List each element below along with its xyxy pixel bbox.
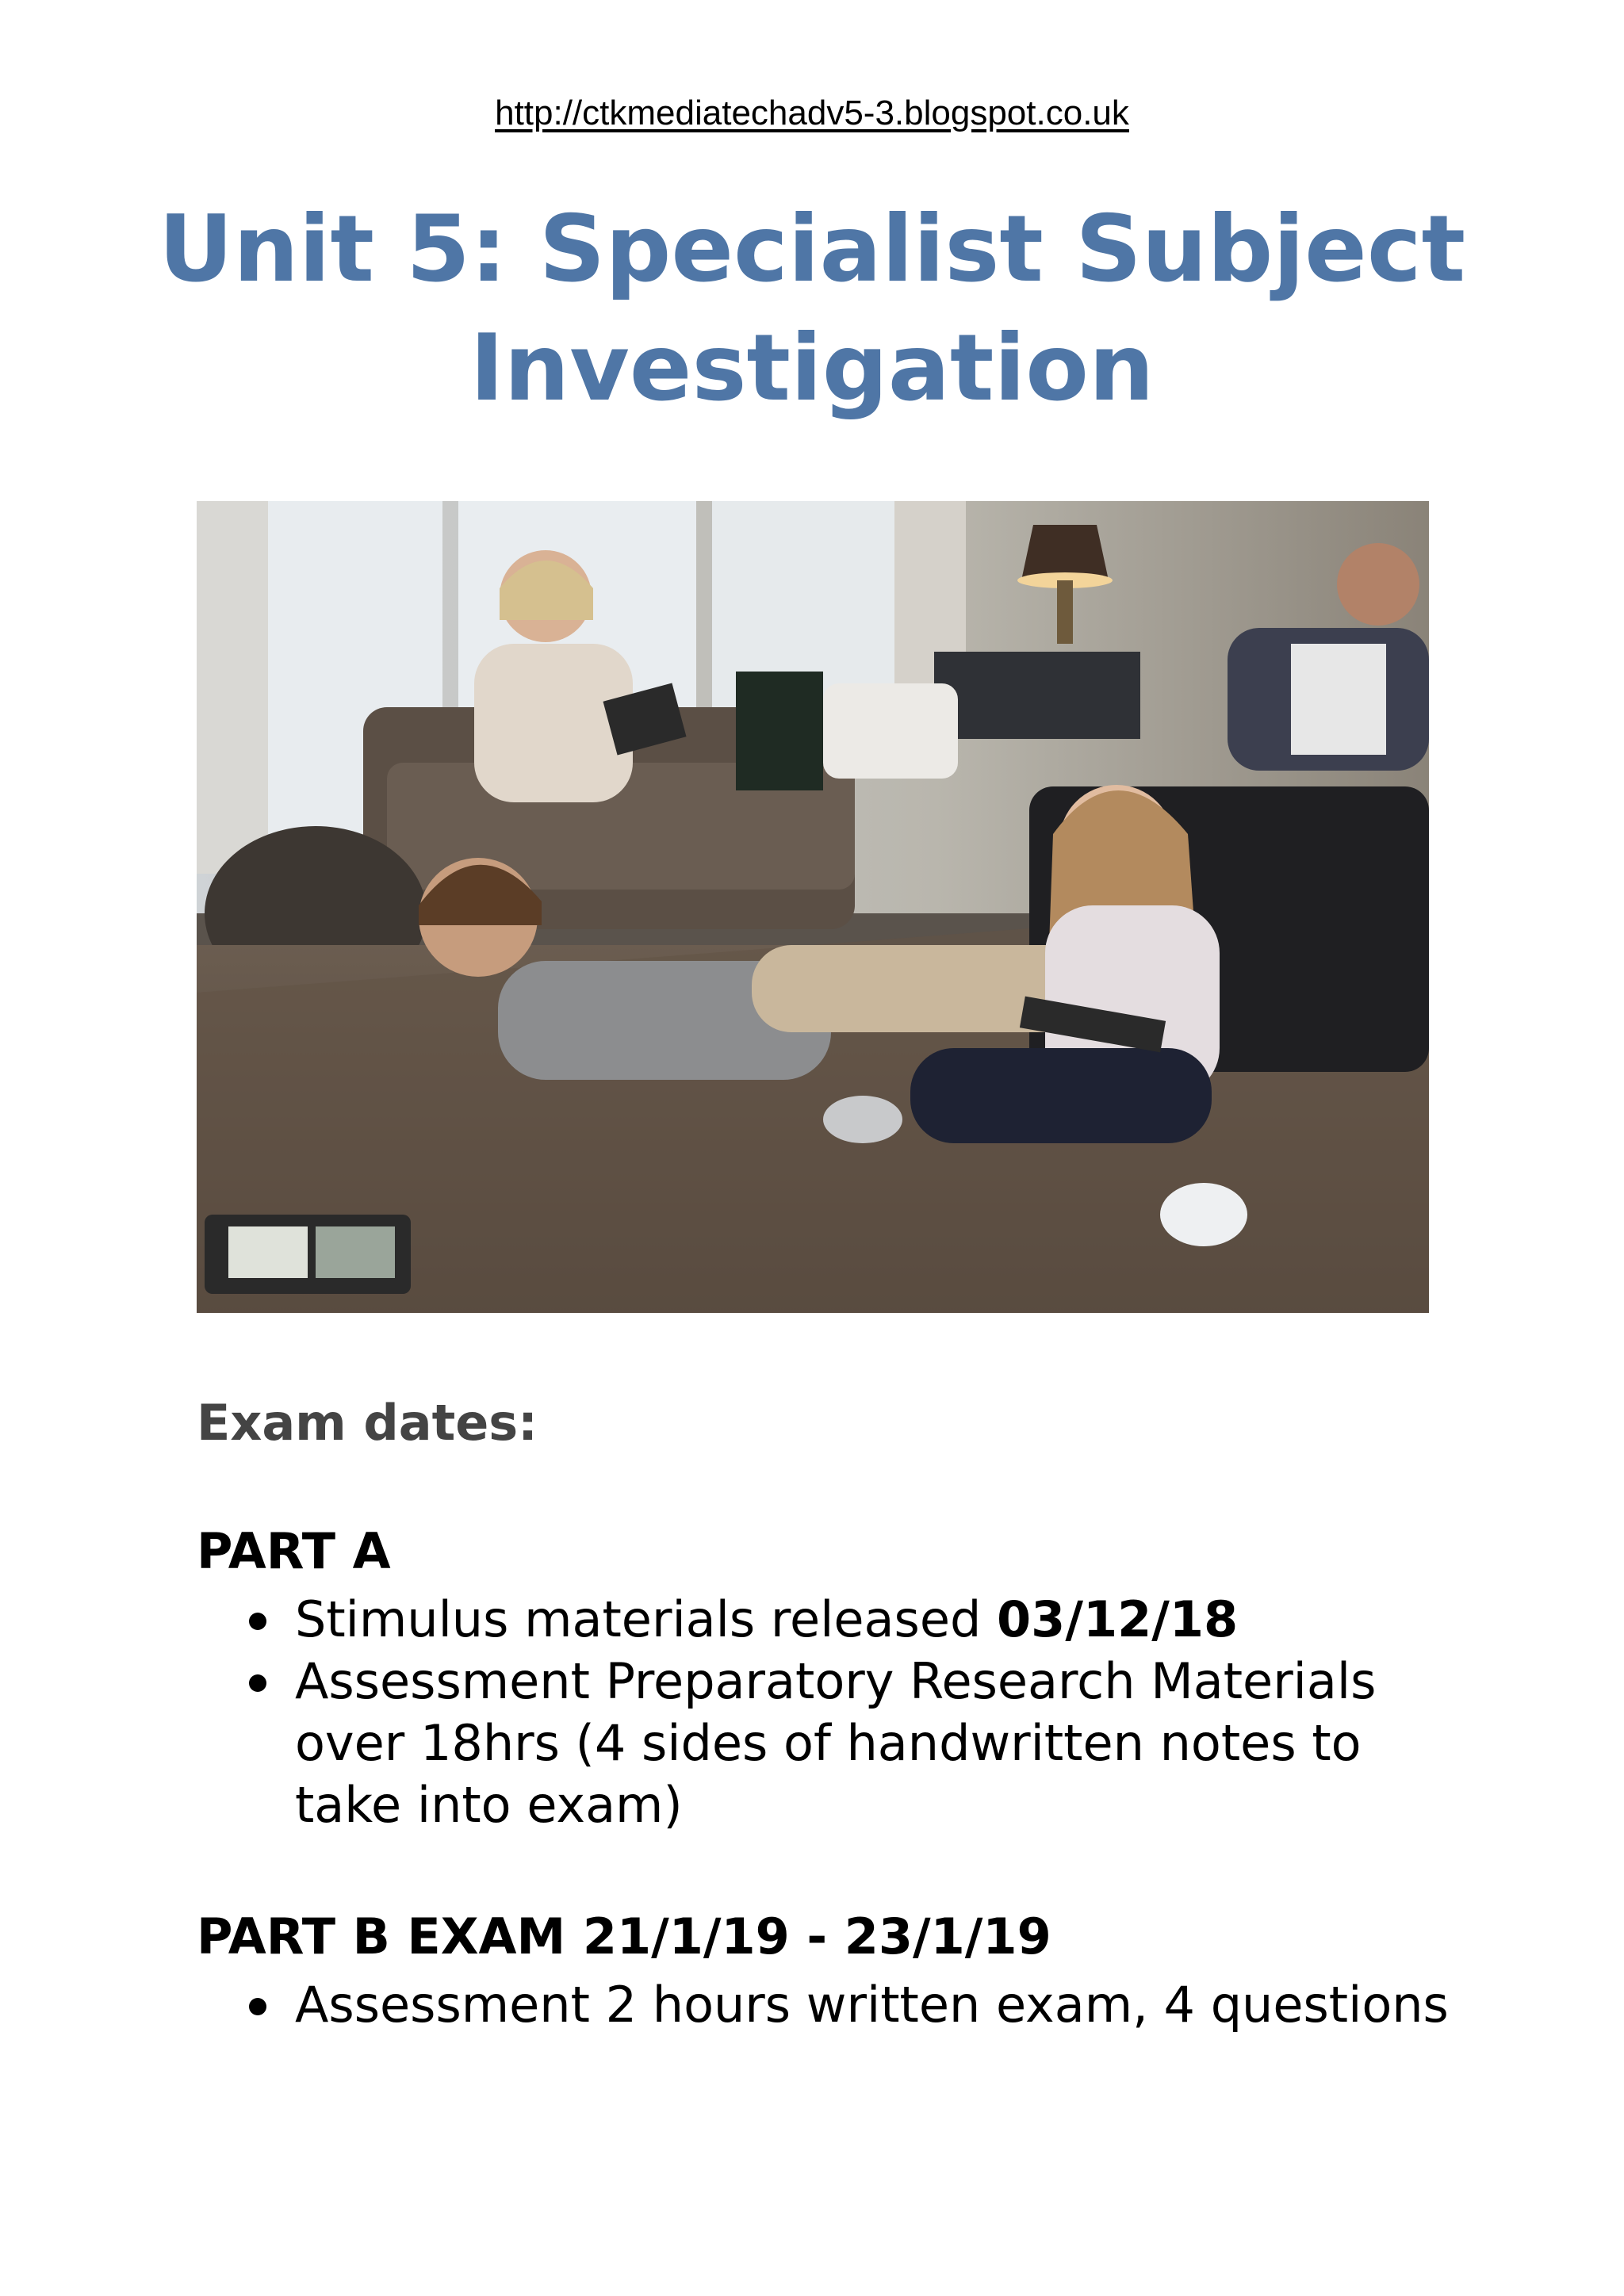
part-b-heading: PART B EXAM 21/1/19 - 23/1/19 [197, 1908, 1051, 1965]
exam-dates-heading: Exam dates: [197, 1394, 538, 1452]
part-b-list [197, 1974, 1481, 2036]
bullet-icon [249, 1998, 266, 2015]
title-line-2: Investigation [469, 315, 1155, 422]
list-item [197, 1589, 1465, 1651]
list-item-text: Assessment 2 hours written exam, 4 questions [295, 1976, 1449, 2034]
bullet-icon [249, 1674, 266, 1692]
page-title [0, 190, 1624, 428]
list-item [197, 1651, 1465, 1836]
release-date: 03/12/18 [997, 1590, 1239, 1648]
title-line-1: Unit 5: Specialist Subject [158, 196, 1466, 303]
part-a-heading: PART A [197, 1522, 391, 1580]
list-item-text: Assessment Preparatory Research Materials over 18hrs (4 sides of handwritten notes to take into exam) [295, 1652, 1377, 1834]
list-item-text: Stimulus materials released [295, 1590, 998, 1648]
family-photo [197, 501, 1429, 1313]
list-item [197, 1974, 1481, 2036]
bullet-icon [249, 1613, 266, 1630]
part-a-list [197, 1589, 1465, 1836]
source-url-link[interactable]: http://ctkmediatechadv5-3.blogspot.co.uk [495, 94, 1129, 132]
